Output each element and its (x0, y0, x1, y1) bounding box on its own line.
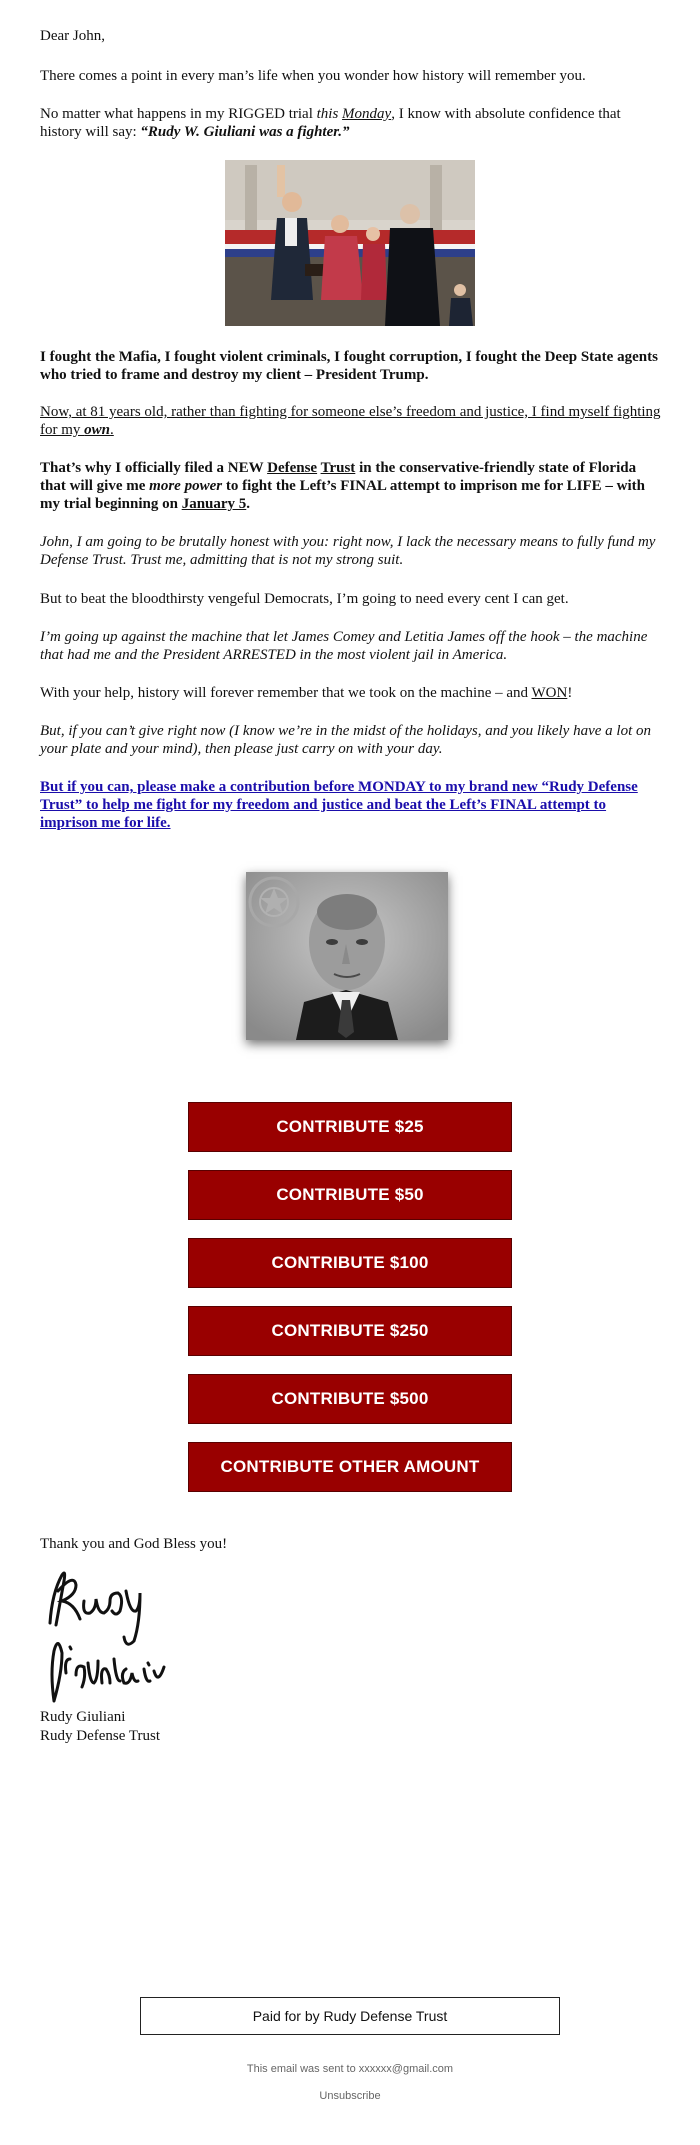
contribute-25-button[interactable]: CONTRIBUTE $25 (188, 1102, 512, 1152)
fighter-quote: “Rudy W. Giuliani was a fighter.” (140, 124, 350, 140)
signer-name: Rudy Giuliani (40, 1709, 126, 1725)
paid-for-box: Paid for by Rudy Defense Trust (140, 1997, 560, 2035)
fought-paragraph: I fought the Mafia, I fought violent criminals, I fought corruption, I fought the Deep State agents who tried to frame and destroy my client – President Trump. (40, 349, 658, 383)
machine-paragraph: I’m going up against the machine that let James Comey and Letitia James off the hook – the machine that had me and the President ARRESTED in the most violent jail in America. (40, 629, 648, 663)
contribute-500-button[interactable]: CONTRIBUTE $500 (188, 1374, 512, 1424)
every-cent-paragraph: But to beat the bloodthirsty vengeful Democrats, I’m going to need every cent I can get. (40, 591, 569, 607)
swearing-in-photo (225, 160, 475, 326)
greeting: Dear John, (40, 28, 105, 44)
contribute-50-button[interactable]: CONTRIBUTE $50 (188, 1170, 512, 1220)
intro-paragraph: There comes a point in every man’s life when you wonder how history will remember you. (40, 68, 586, 84)
mugshot-photo (246, 872, 448, 1040)
holidays-paragraph: But, if you can’t give right now (I know we’re in the midst of the holidays, and you likely have a lot on your plate and your mind), then please just carry on with your day. (40, 723, 651, 757)
contribution-paragraph (40, 778, 665, 832)
thanks-text: Thank you and God Bless you! (40, 1536, 228, 1552)
signature (40, 1563, 200, 1703)
contribute-other-amount-button[interactable]: CONTRIBUTE OTHER AMOUNT (188, 1442, 512, 1492)
sent-to-text: This email was sent to xxxxxx@gmail.com (246, 2063, 454, 2075)
unsubscribe-link[interactable]: Unsubscribe (319, 2090, 381, 2102)
trial-paragraph: No matter what happens in my RIGGED trial this Monday, I know with absolute confidence that history will say: “Rudy W. Giuliani was a fighter.” (40, 106, 621, 140)
history-paragraph: With your help, history will forever remember that we took on the machine – and WON! (40, 685, 573, 701)
sign-off (40, 1708, 160, 1746)
contribution-link[interactable]: But if you can, please make a contribution before MONDAY to my brand new “Rudy Defense Trust” to help me fight for my freedom and justice and beat the Left’s FINAL attempt to imprison me for life. (40, 779, 638, 831)
contribute-100-button[interactable]: CONTRIBUTE $100 (188, 1238, 512, 1288)
contribute-250-button[interactable]: CONTRIBUTE $250 (188, 1306, 512, 1356)
honesty-paragraph: John, I am going to be brutally honest with you: right now, I lack the necessary means to fully fund my Defense Trust. Trust me, admitting that is not my strong suit. (40, 534, 656, 568)
own-freedom-paragraph: Now, at 81 years old, rather than fighting for someone else’s freedom and justice, I find myself fighting for my own. (40, 404, 661, 438)
signer-org: Rudy Defense Trust (40, 1728, 161, 1744)
monday-text: Monday (342, 106, 392, 122)
defense-trust-paragraph: That’s why I officially filed a NEW Defense Trust in the conservative-friendly state of Florida that will give me more power to fight the Left’s FINAL attempt to imprison me for LIFE – with my trial beginning on January 5. (40, 460, 645, 512)
